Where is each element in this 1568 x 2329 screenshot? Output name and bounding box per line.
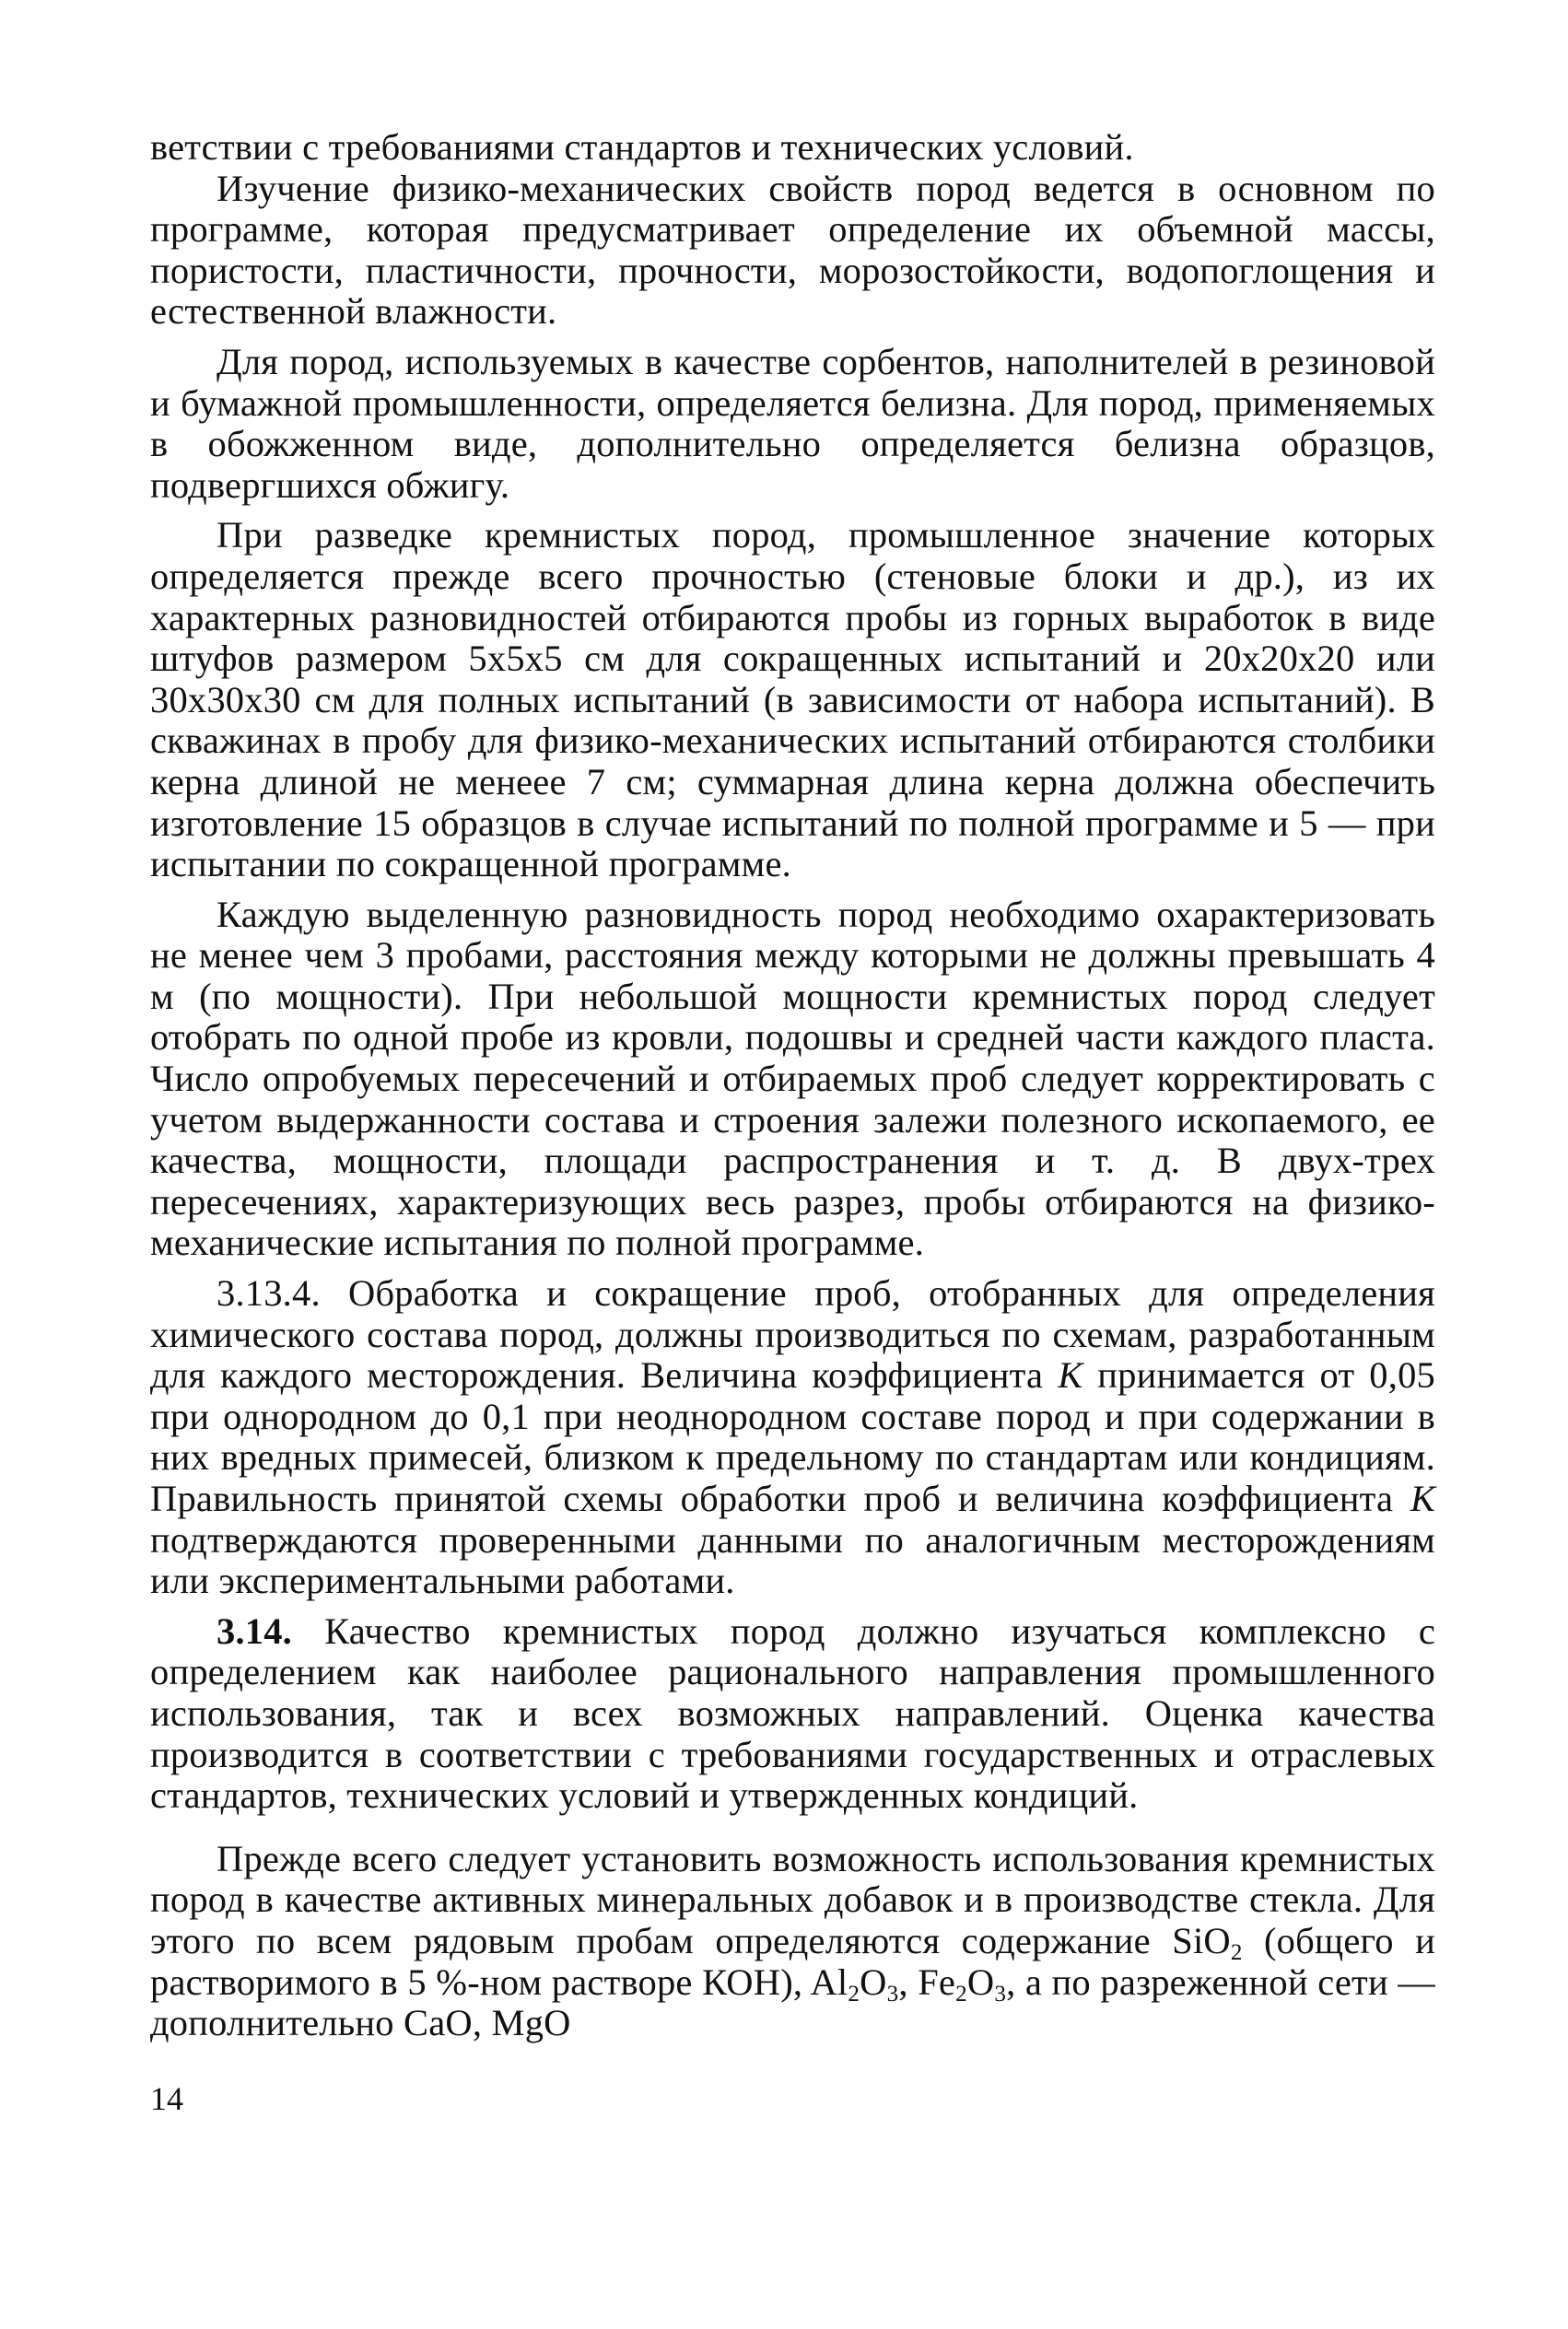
- paragraph-active-mineral-additives: [150, 1839, 1435, 2044]
- sample-processing-text-3: подтверждаются проверенными данными по аналогичным месторождениям или экспериментальными работами.: [150, 1518, 1435, 1602]
- document-page: [150, 127, 1435, 2044]
- formula-fe2o3: $Fe_2O_3$: [918, 1960, 1007, 2007]
- paragraph-sample-characterization: Каждую выделенную разновидность пород необходимо охарактеризовать не менее чем 3 пробами, расстояния между которыми не должны превышать 4 м (по мощности). При небольшой мощности кремнистых пород следует отобрать по одной пробе из кровли, подошвы и средней части каждого пласта. Число опробуемых пересечений и отбираемых проб следует корректировать с учетом выдержанности состава и строения залежи полезного ископаемого, ее качества, мощности, площади распространения и т. д. В двух-трех пересечениях, характеризующих весь разрез, пробы отбираются на физико-механические испытания по полной программе.: [150, 893, 1435, 1264]
- paragraph-physical-mechanical-properties: Изучение физико-механических свойств пород ведется в основном по программе, которая предусматривает определение их объемной массы, пористости, пластичности, прочности, морозостойкости, водопоглощения и естественной влажности.: [150, 167, 1435, 333]
- sample-processing-text-2: принимается от 0,05 при однородном до 0,1 при неоднородном составе пород и при содержании в них вредных примесей, близком к предельному по стандартам или кондициям. Правильность принятой схемы обработки проб и величина коэффициента: [150, 1354, 1435, 1519]
- paragraph-continuation: ветствии с требованиями стандартов и технических условий.: [150, 126, 1134, 168]
- paragraph-sample-processing: [150, 1273, 1435, 1602]
- coefficient-k-symbol-second: К: [1410, 1478, 1435, 1519]
- section-number: 3.14.: [216, 1609, 292, 1652]
- formula-sio2: SiO$_2$: [1172, 1919, 1243, 1965]
- paragraph-quality-study: [150, 1611, 1435, 1817]
- formula-separator: ,: [898, 1960, 919, 2003]
- coefficient-k-symbol: К: [1058, 1354, 1083, 1397]
- sample-processing-text-1: 3.13.4. Обработка и сокращение проб, отобранных для определения химического состава пород, должны производиться по схемам, разработанным для каждого месторождения. Величина коэффициента: [150, 1272, 1435, 1397]
- formula-al2o3: $Al_2O_3$: [810, 1960, 899, 2007]
- additives-tail-text: , а по разреженной сети — дополнительно CaO, MgO: [150, 1960, 1436, 2044]
- paragraph-whiteness: Для пород, используемых в качестве сорбентов, наполнителей в резиновой и бумажной промышленности, определяется белизна. Для пород, применяемых в обожженном виде, дополнительно определяется белизна образцов, подвергшихся обжигу.: [150, 340, 1435, 506]
- page-number: 14: [150, 2080, 183, 2117]
- quality-study-text: Качество кремнистых пород должно изучаться комплексно с определением как наиболее рационального направления промышленного использования, так и всех возможных направлений. Оценка качества производится в соответствии с требованиями государственных и отраслевых стандартов, технических условий и утвержденных кондиций.: [150, 1609, 1435, 1817]
- paragraph-exploration-sampling: При разведке кремнистых пород, промышленное значение которых определяется прежде всего прочностью (стеновые блоки и др.), из их характерных разновидностей отбираются пробы из горных выработок в виде штуфов размером 5х5х5 см для сокращенных испытаний и 20х20х20 или 30х30х30 см для полных испытаний (в зависимости от набора испытаний). В скважинах в пробу для физико-механических испытаний отбираются столбики керна длиной не менеее 7 см; суммарная длина керна должна обеспечить изготовление 15 образцов в случае испытаний по полной программе и 5 — при испытании по сокращенной программе.: [150, 514, 1435, 885]
- additives-intro-text: Прежде всего следует установить возможность использования кремнистых пород в качестве активных минеральных добавок и в производстве стекла. Для этого по всем рядовым пробам определяются содержание: [150, 1837, 1435, 1961]
- koh-solution-text: (общего и растворимого в 5 %-ном растворе КОН),: [150, 1919, 1436, 2003]
